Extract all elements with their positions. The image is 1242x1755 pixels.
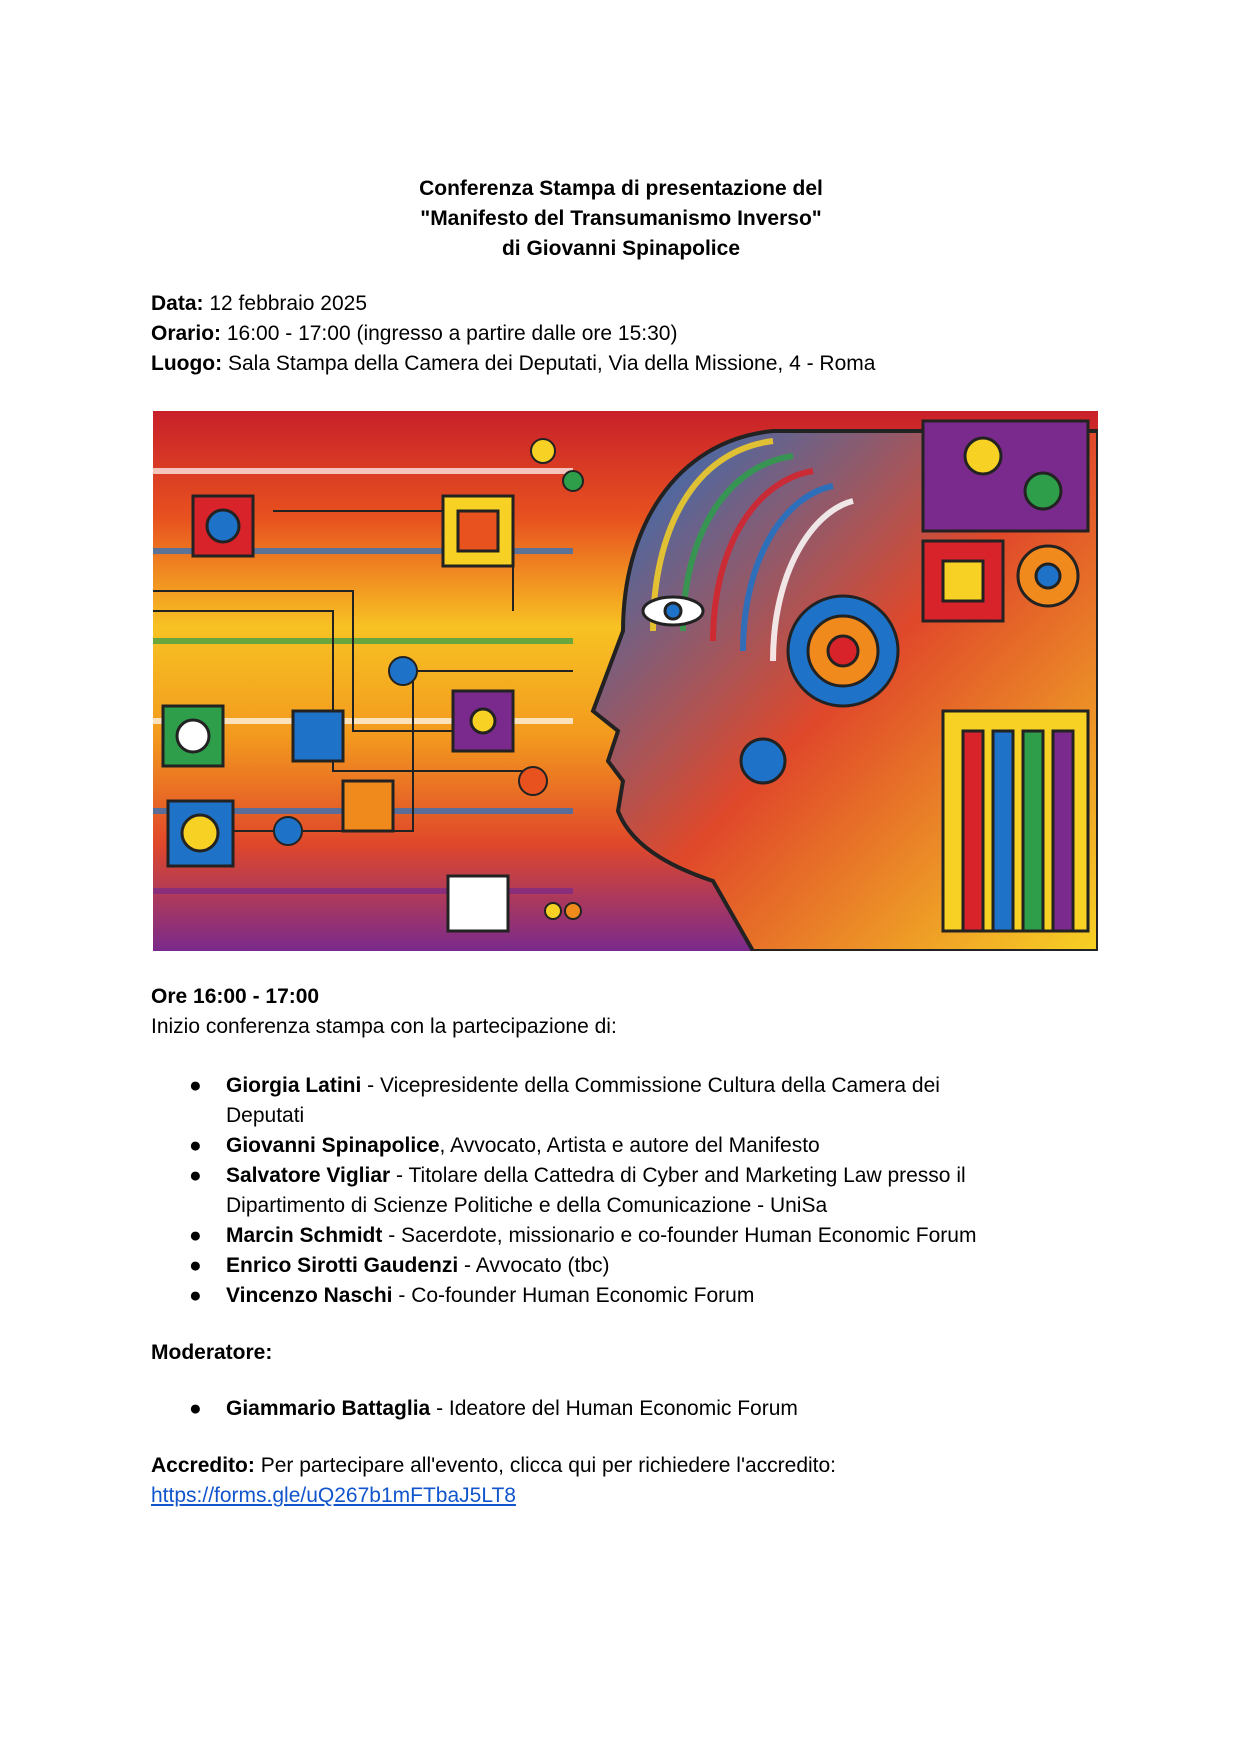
bullet-icon: ● bbox=[189, 1254, 202, 1277]
moderator-sep: - bbox=[430, 1397, 449, 1420]
moderator-name: Giammario Battaglia bbox=[226, 1397, 431, 1420]
bullet-icon: ● bbox=[189, 1224, 202, 1247]
speaker-role: Avvocato (tbc) bbox=[475, 1254, 610, 1277]
speaker-name: Enrico Sirotti Gaudenzi bbox=[226, 1254, 459, 1277]
accredito-link[interactable]: https://forms.gle/uQ267b1mFTbaJ5LT8 bbox=[151, 1484, 516, 1507]
list-item bbox=[151, 1161, 1101, 1221]
speaker-name: Giovanni Spinapolice bbox=[226, 1134, 440, 1157]
list-item bbox=[151, 1221, 1101, 1251]
program-intro: Inizio conferenza stampa con la partecipazione di: bbox=[151, 1015, 617, 1038]
moderator-role: Ideatore del Human Economic Forum bbox=[448, 1397, 798, 1420]
date-value: 12 febbraio 2025 bbox=[209, 292, 367, 315]
list-item bbox=[151, 1394, 1101, 1424]
speaker-sep: - bbox=[390, 1164, 409, 1187]
title-line-3: di Giovanni Spinapolice bbox=[501, 237, 741, 260]
accredito-text: Per partecipare all'evento, clicca qui per richiedere l'accredito: bbox=[260, 1454, 837, 1477]
time-value: 16:00 - 17:00 (ingresso a partire dalle ore 15:30) bbox=[226, 322, 678, 345]
speaker-sep: - bbox=[458, 1254, 476, 1277]
speaker-name: Vincenzo Naschi bbox=[226, 1284, 393, 1307]
place-row bbox=[151, 349, 875, 379]
date-row bbox=[151, 289, 875, 319]
time-row bbox=[151, 319, 875, 349]
speaker-name: Giorgia Latini bbox=[226, 1074, 362, 1097]
date-label: Data: bbox=[151, 292, 204, 315]
title-line-1: Conferenza Stampa di presentazione del bbox=[419, 177, 823, 200]
list-item bbox=[151, 1251, 1101, 1281]
moderator-heading: Moderatore: bbox=[151, 1341, 273, 1364]
speaker-name: Salvatore Vigliar bbox=[226, 1164, 391, 1187]
bullet-icon: ● bbox=[189, 1284, 202, 1307]
time-label: Orario: bbox=[151, 322, 222, 345]
speaker-role: Avvocato, Artista e autore del Manifesto bbox=[450, 1134, 820, 1157]
accredito-label: Accredito: bbox=[151, 1454, 255, 1477]
program-section bbox=[151, 982, 617, 1042]
list-item bbox=[151, 1281, 1101, 1311]
program-heading-text: Ore 16:00 - 17:00 bbox=[151, 985, 320, 1008]
place-value: Sala Stampa della Camera dei Deputati, Via della Missione, 4 - Roma bbox=[227, 352, 876, 375]
speaker-role: Sacerdote, missionario e co-founder Human Economic Forum bbox=[401, 1224, 977, 1247]
speakers-list bbox=[151, 1071, 1101, 1311]
speaker-sep: - bbox=[361, 1074, 381, 1097]
speaker-role: Titolare della Cattedra di Cyber and Marketing Law presso il bbox=[408, 1164, 966, 1187]
accredito-section bbox=[151, 1451, 836, 1511]
event-info bbox=[151, 289, 875, 379]
moderator-list bbox=[151, 1394, 1101, 1424]
moderator-section bbox=[151, 1338, 272, 1368]
hero-artwork bbox=[153, 411, 1098, 951]
speaker-name: Marcin Schmidt bbox=[226, 1224, 383, 1247]
speaker-role: Co-founder Human Economic Forum bbox=[411, 1284, 755, 1307]
speaker-role: Vicepresidente della Commissione Cultura della Camera dei bbox=[380, 1074, 940, 1097]
speaker-sep: - bbox=[382, 1224, 402, 1247]
title-line-2: "Manifesto del Transumanismo Inverso" bbox=[420, 207, 822, 230]
accredito-row bbox=[151, 1451, 836, 1481]
bullet-icon: ● bbox=[189, 1164, 202, 1187]
program-heading bbox=[151, 982, 617, 1012]
list-item bbox=[151, 1131, 1101, 1161]
bullet-icon: ● bbox=[189, 1397, 202, 1420]
speaker-role-continued: Deputati bbox=[226, 1104, 305, 1127]
place-label: Luogo: bbox=[151, 352, 223, 375]
speaker-sep: , bbox=[439, 1134, 451, 1157]
speaker-sep: - bbox=[392, 1284, 412, 1307]
speaker-role-continued: Dipartimento di Scienze Politiche e della Comunicazione - UniSa bbox=[226, 1194, 828, 1217]
bullet-icon: ● bbox=[189, 1134, 202, 1157]
bullet-icon: ● bbox=[189, 1074, 202, 1097]
list-item bbox=[151, 1071, 1101, 1131]
document-title bbox=[0, 174, 1242, 264]
